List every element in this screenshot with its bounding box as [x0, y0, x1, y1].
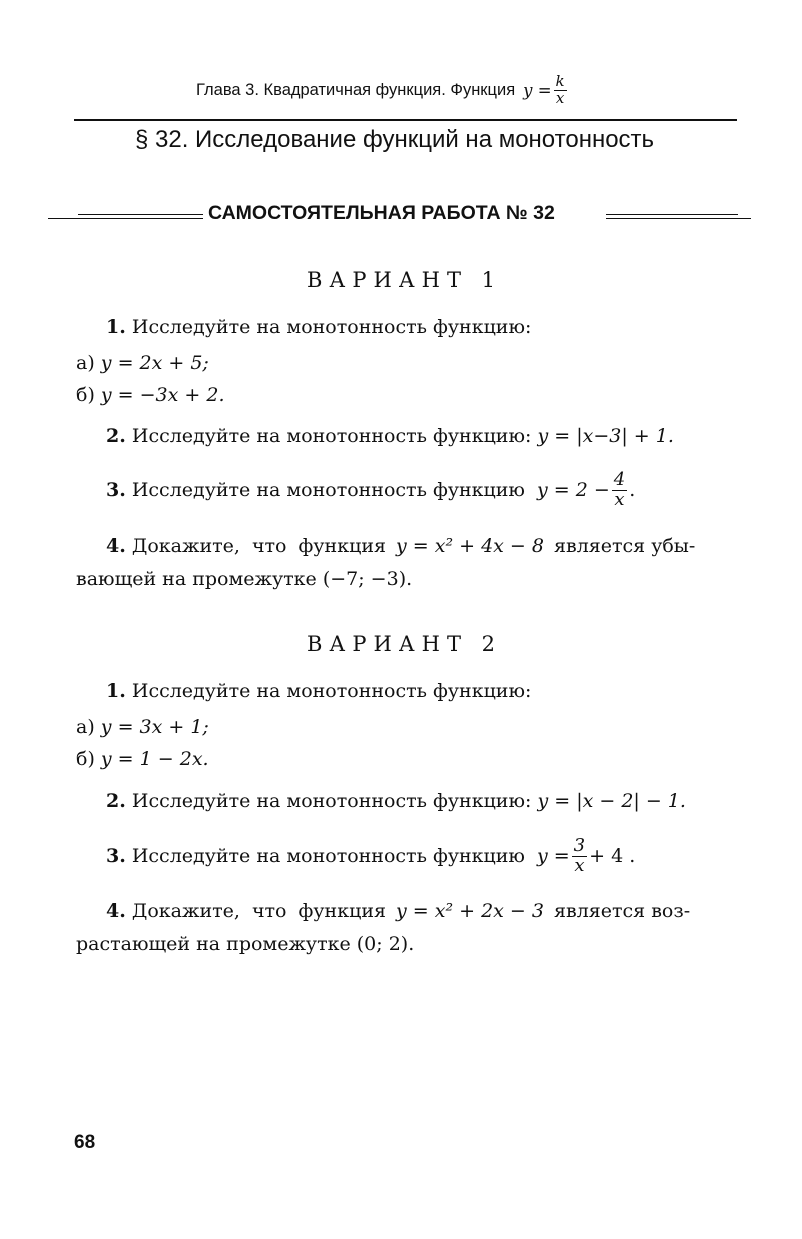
formula: y = 1 − 2x.: [100, 748, 209, 770]
task-text: Докажите, что функция: [131, 535, 386, 557]
v2-task-4-line2: растающей на промежутке (0; 2).: [76, 933, 415, 955]
v1-task-1b: [76, 384, 225, 406]
fraction-denominator: x: [574, 854, 585, 876]
task-number: 3.: [106, 845, 126, 867]
v1-task-4: [106, 535, 695, 557]
running-header-formula-lhs: y =: [523, 80, 552, 100]
v1-task-2: [106, 425, 674, 447]
item-label: б): [76, 384, 95, 406]
fraction-denominator: x: [555, 88, 565, 107]
running-header-fraction: [554, 71, 567, 107]
v1-task-1a: [76, 352, 209, 374]
task-number: 3.: [106, 479, 126, 501]
formula: y = x² + 2x − 3: [396, 900, 544, 922]
running-header: [196, 70, 569, 110]
fraction-numerator: k: [555, 71, 565, 90]
task-text: Исследуйте на монотонность функцию:: [131, 316, 532, 338]
running-header-formula: [523, 71, 569, 107]
task-text: Докажите, что функция: [131, 900, 386, 922]
formula-rhs: .: [629, 479, 636, 501]
work-title-left-rule: [48, 218, 203, 219]
formula: y = x² + 4x − 8: [396, 535, 544, 557]
v2-task-1: [106, 680, 531, 702]
v2-task-2: [106, 790, 686, 812]
v2-task-1a: [76, 716, 209, 738]
fraction: [612, 468, 627, 510]
task-number: 2.: [106, 790, 126, 812]
formula: y = |x − 2| − 1.: [537, 790, 686, 812]
fraction-denominator: x: [614, 488, 625, 510]
formula: y = 3x + 1;: [100, 716, 209, 738]
item-label: а): [76, 716, 95, 738]
work-title-right-rule: [606, 218, 751, 219]
variant-2-title: ВАРИАНТ 2: [307, 632, 503, 656]
task-text: Исследуйте на монотонность функцию: [131, 845, 525, 867]
item-label: а): [76, 352, 95, 374]
formula-rhs: + 4 .: [589, 845, 636, 867]
formula: y = |x−3| + 1.: [537, 425, 674, 447]
formula: y = 2x + 5;: [100, 352, 209, 374]
work-title: САМОСТОЯТЕЛЬНАЯ РАБОТА № 32: [208, 202, 555, 224]
v2-task-4: [106, 900, 690, 922]
formula-lhs: y =: [536, 845, 570, 867]
task-text: Исследуйте на монотонность функцию:: [131, 680, 532, 702]
section-title: § 32. Исследование функций на монотонность: [135, 126, 655, 153]
running-header-text: Глава 3. Квадратичная функция. Функция: [196, 80, 516, 99]
fraction: [572, 834, 587, 876]
task-number: 4.: [106, 535, 126, 557]
formula-lhs: y = 2 −: [536, 479, 610, 501]
task-text-after: является воз-: [554, 900, 691, 922]
page-number: 68: [74, 1132, 96, 1153]
task-text-after: является убы-: [554, 535, 696, 557]
formula: y = −3x + 2.: [100, 384, 225, 406]
v1-task-4-line2: вающей на промежутке (−7; −3).: [76, 568, 413, 590]
v1-task-3: [106, 462, 635, 518]
fraction-numerator: 4: [613, 468, 626, 490]
task-text: Исследуйте на монотонность функцию: [131, 479, 525, 501]
fraction-numerator: 3: [573, 834, 586, 856]
v2-task-3: [106, 828, 635, 884]
work-title-right-rule-2: [606, 214, 738, 215]
task-number: 1.: [106, 680, 126, 702]
task-number: 4.: [106, 900, 126, 922]
variant-1-title: ВАРИАНТ 1: [307, 268, 503, 292]
task-number: 1.: [106, 316, 126, 338]
work-title-left-rule-2: [78, 214, 203, 215]
item-label: б): [76, 748, 95, 770]
v2-task-1b: [76, 748, 209, 770]
task-text: Исследуйте на монотонность функцию:: [131, 425, 532, 447]
task-text: Исследуйте на монотонность функцию:: [131, 790, 532, 812]
v1-task-1: [106, 316, 531, 338]
header-rule: [74, 119, 737, 121]
task-number: 2.: [106, 425, 126, 447]
